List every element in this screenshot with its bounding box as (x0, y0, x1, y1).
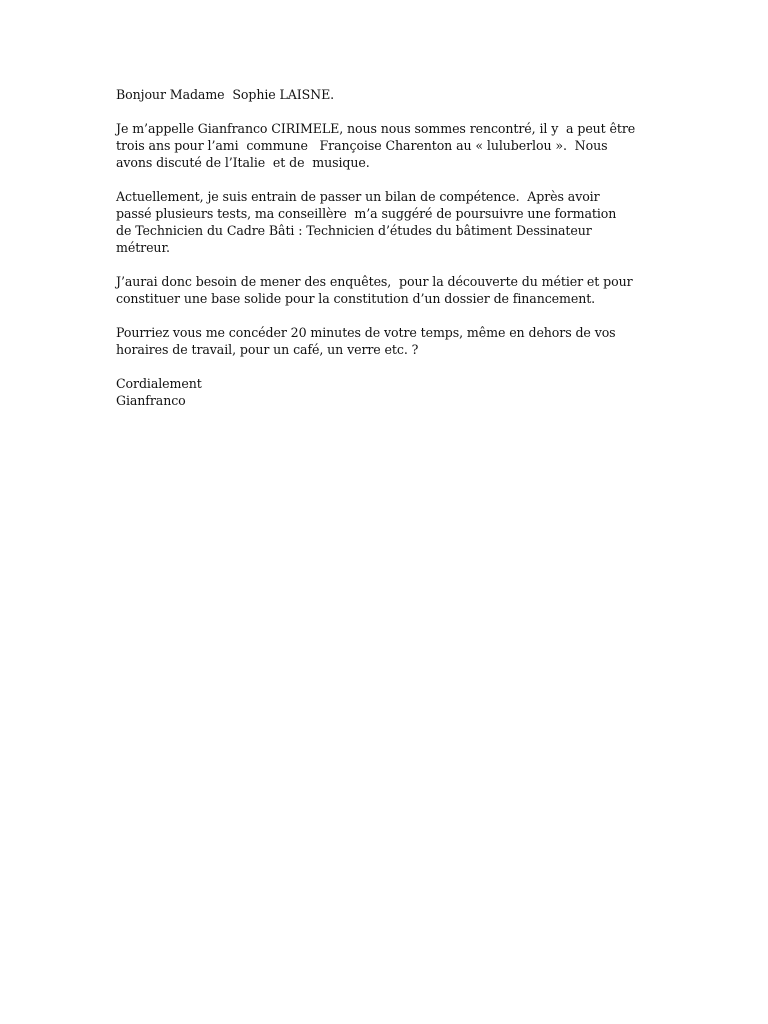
signature-line: Gianfranco (116, 393, 186, 408)
paragraph-current-situation (116, 188, 676, 256)
paragraph-line: Pourriez vous me concéder 20 minutes de votre temps, même en dehors de vos (116, 325, 616, 340)
paragraph-line: passé plusieurs tests, ma conseillère m’a suggéré de poursuivre une formation (116, 206, 617, 221)
letter-body (116, 86, 676, 426)
paragraph-line: J’aurai donc besoin de mener des enquêtes, pour la découverte du métier et pour (116, 274, 633, 289)
paragraph-purpose (116, 273, 676, 307)
letter-sign-off (116, 375, 676, 409)
greeting-line: Bonjour Madame Sophie LAISNE. (116, 87, 335, 102)
paragraph-line: Actuellement, je suis entrain de passer un bilan de compétence. Après avoir (116, 189, 600, 204)
closing-line: Cordialement (116, 376, 202, 391)
paragraph-line: trois ans pour l’ami commune Françoise Charenton au « luluberlou ». Nous (116, 138, 608, 153)
paragraph-introduction (116, 120, 676, 171)
paragraph-line: métreur. (116, 240, 170, 255)
paragraph-line: avons discuté de l’Italie et de musique. (116, 155, 370, 170)
paragraph-line: constituer une base solide pour la constitution d’un dossier de financement. (116, 291, 596, 306)
paragraph-line: de Technicien du Cadre Bâti : Technicien d’études du bâtiment Dessinateur (116, 223, 592, 238)
paragraph-line: Je m’appelle Gianfranco CIRIMELE, nous nous sommes rencontré, il y a peut être (116, 121, 636, 136)
letter-greeting (116, 86, 676, 103)
paragraph-request (116, 324, 676, 358)
paragraph-line: horaires de travail, pour un café, un verre etc. ? (116, 342, 419, 357)
